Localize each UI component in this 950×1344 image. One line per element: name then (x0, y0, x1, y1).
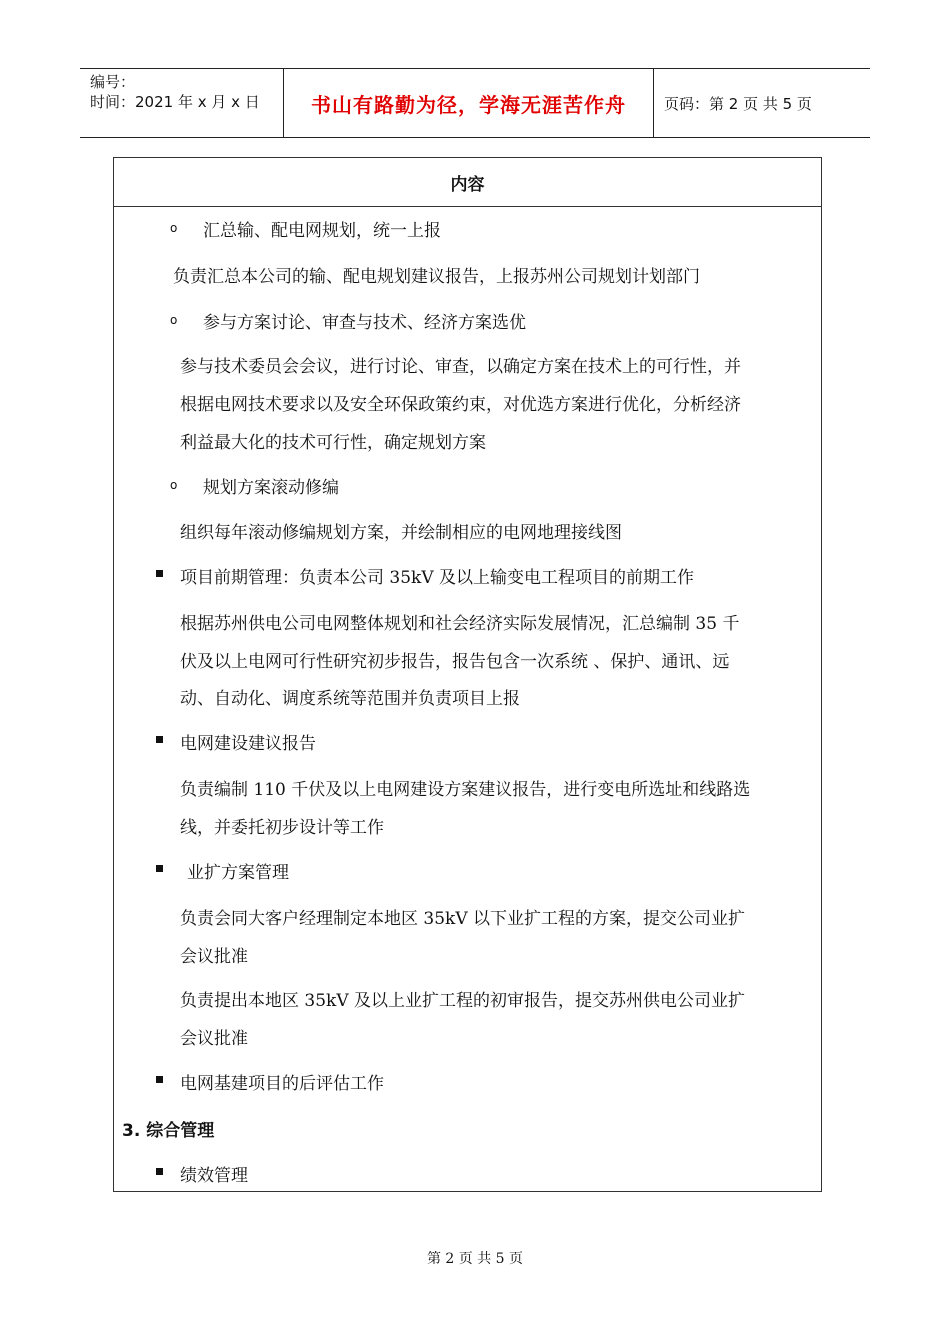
header-page-cell (654, 69, 870, 137)
square-bullet-icon (156, 736, 163, 743)
square-bullet-icon (156, 1076, 163, 1083)
paragraph-line: 动、自动化、调度系统等范围并负责项目上报 (180, 689, 520, 709)
square-bullet-icon (156, 865, 163, 872)
paragraph-line: 参与技术委员会会议，进行讨论、审查，以确定方案在技术上的可行性，并 (180, 357, 741, 377)
header-motto-cell (283, 69, 654, 137)
document-time: 时间：2021 年 x 月 x 日 (90, 93, 260, 111)
paragraph-line: 负责编制 110 千伏及以上电网建设方案建议报告，进行变电所选址和线路选 (180, 780, 751, 800)
paragraph-line: 负责汇总本公司的输、配电规划建议报告，上报苏州公司规划计划部门 (173, 267, 700, 287)
content-title: 内容 (114, 158, 821, 207)
sub-item-heading: 参与方案讨论、审查与技术、经济方案选优 (203, 313, 526, 333)
item-heading: 电网基建项目的后评估工作 (180, 1074, 384, 1094)
header-page-info: 页码：第 2 页 共 5 页 (664, 94, 812, 113)
paragraph-line: 组织每年滚动修编规划方案，并绘制相应的电网地理接线图 (180, 523, 622, 543)
paragraph-line: 利益最大化的技术可行性，确定规划方案 (180, 433, 486, 453)
circle-bullet-icon: o (170, 221, 178, 235)
sub-item-heading: 汇总输、配电网规划，统一上报 (203, 221, 441, 241)
sub-item-heading: 规划方案滚动修编 (203, 478, 339, 498)
paragraph-line: 会议批准 (180, 1029, 248, 1049)
item-heading: 电网建设建议报告 (180, 734, 316, 754)
paragraph-line: 会议批准 (180, 947, 248, 967)
item-heading: 业扩方案管理 (187, 863, 289, 883)
circle-bullet-icon: o (170, 478, 178, 492)
header-meta (80, 69, 283, 137)
paragraph-line: 线，并委托初步设计等工作 (180, 818, 384, 838)
square-bullet-icon (156, 570, 163, 577)
paragraph-line: 负责提出本地区 35kV 及以上业扩工程的初审报告，提交苏州供电公司业扩 (180, 991, 746, 1011)
item-heading: 项目前期管理：负责本公司 35kV 及以上输变电工程项目的前期工作 (180, 568, 695, 588)
page-header (80, 68, 870, 138)
paragraph-line: 伏及以上电网可行性研究初步报告，报告包含一次系统 、保护、通讯、远 (180, 652, 730, 672)
item-heading: 绩效管理 (180, 1166, 248, 1186)
paragraph-line: 根据电网技术要求以及安全环保政策约束，对优选方案进行优化，分析经济 (180, 395, 741, 415)
paragraph-line: 根据苏州供电公司电网整体规划和社会经济实际发展情况，汇总编制 35 千 (180, 614, 740, 634)
document-number: 编号： (90, 73, 136, 91)
header-motto: 书山有路勤为径，学海无涯苦作舟 (311, 92, 626, 117)
circle-bullet-icon: o (170, 313, 178, 327)
paragraph-line: 负责会同大客户经理制定本地区 35kV 以下业扩工程的方案，提交公司业扩 (180, 909, 746, 929)
square-bullet-icon (156, 1168, 163, 1175)
page-footer: 第 2 页 共 5 页 (426, 1251, 524, 1267)
section-heading: 3. 综合管理 (122, 1121, 215, 1141)
